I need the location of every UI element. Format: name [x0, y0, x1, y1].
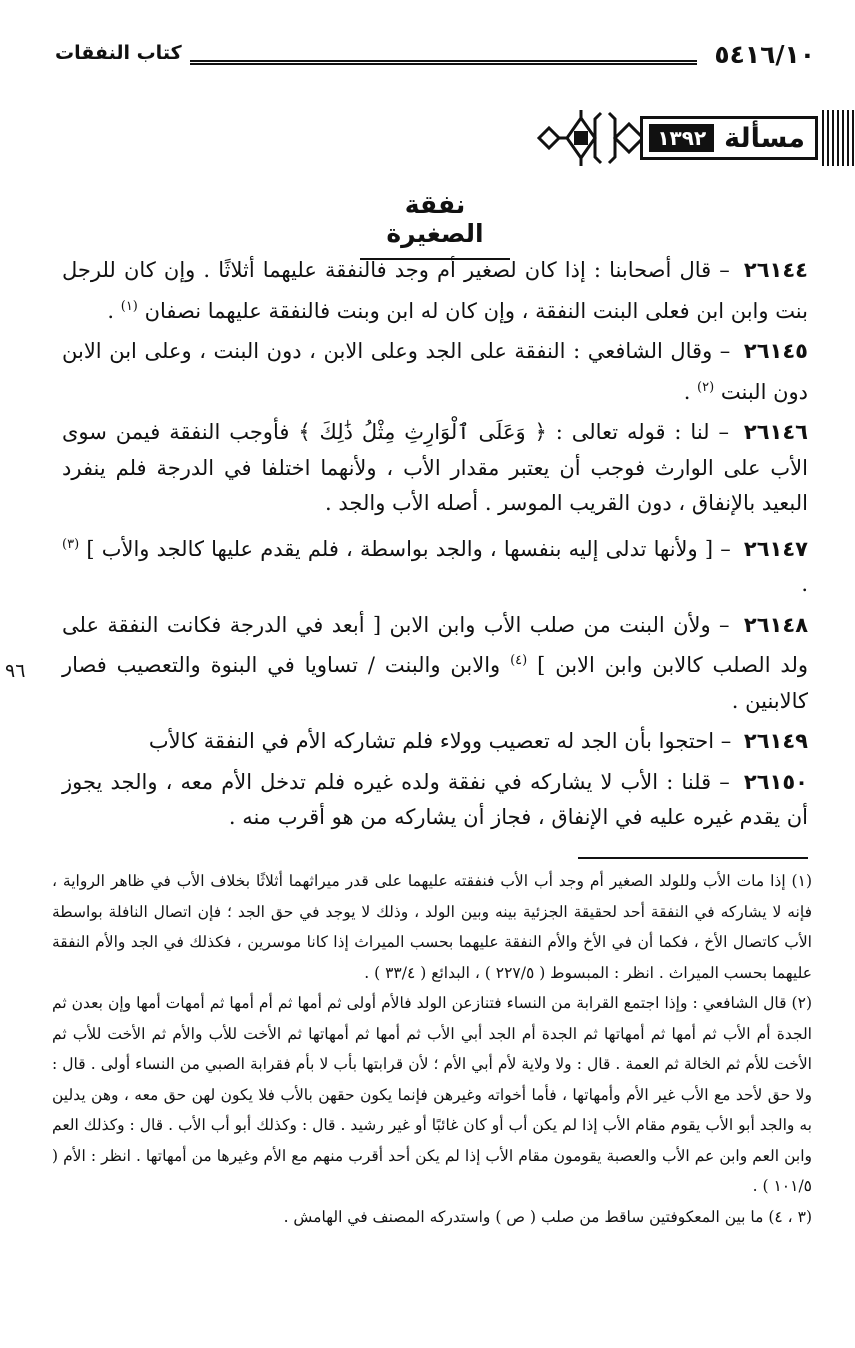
issue-banner [535, 107, 855, 169]
ornament-icon [535, 107, 643, 169]
paragraph [62, 415, 808, 522]
footnote: (١) إذا مات الأب وللولد الصغير أم وجد أب الأب فنفقته عليهما على قدر ميراثهما أثلاثًا بخلاف الأب في ظاهر الرواية ، فإنه لا يشاركه في النفقة أحد لحقيقة الجزئية بينه وبين الولد ، وذلك لا يوجد في حق الجد ؛ فإن اتصال النافلة بواسطة الأب كاتصال الأخ ، فكما أن في الأخ والأم النفقة عليهما بحسب الميراث إذا كانا موسرين ، فكذلك في الجد والأم النفقة عليهما بحسب الميراث . انظر : المبسوط ( ٢٢٧/٥ ) ، البدائع ( ٣٣/٤ ) . [52, 872, 812, 982]
paragraph-text: – قلنا : الأب لا يشاركه في نفقة ولده غيره فلم تدخل الأم معه ، والجد يجوز أن يقدم غيره عليه في الإنفاق ، فجاز أن يشاركه من هو أقرب منه . [62, 769, 808, 829]
footnote-rule [578, 857, 808, 859]
issue-label-box [640, 116, 818, 160]
footnote-ref: (٣) [62, 536, 80, 552]
quran-verse: ﴿ وَعَلَى ٱلْوَارِثِ مِثْلُ ذَٰلِكَ ﴾ [298, 420, 547, 444]
footnote-ref: (١) [120, 298, 138, 314]
margin-page-ref: ٩٦ [5, 660, 26, 682]
paragraph-number: ٢٦١٤٤ [743, 258, 808, 282]
footnote-ref: (٢) [697, 379, 715, 395]
paragraph [62, 765, 808, 836]
paragraph-text: – احتجوا بأن الجد له تعصيب وولاء فلم تشاركه الأم في النفقة كالأب [148, 729, 732, 753]
paragraph-end: . [683, 379, 698, 404]
paragraph-text: – ولأن البنت من صلب الأب وابن الابن [ أبعد في الدرجة فكانت النفقة على ولد الصلب كالابن وابن الابن ] [62, 612, 808, 677]
issue-number: ١٣٩٢ [649, 124, 714, 152]
main-text [62, 253, 808, 841]
paragraph-number: ٢٦١٤٨ [743, 612, 809, 637]
paragraph [62, 527, 808, 603]
paragraph-text: – وقال الشافعي : النفقة على الجد وعلى الابن ، دون البنت ، وعلى ابن الابن دون البنت [62, 339, 808, 404]
paragraph-text: – لنا : قوله تعالى : [546, 420, 729, 444]
footnote: (٣ ، ٤) ما بين المعكوفتين ساقط من صلب ( ص ) واستدركه المصنف في الهامش . [283, 1207, 812, 1226]
paragraph-text-cont: فأوجب النفقة فيمن سوى الأب على الوارث فوجب أن يعتبر مقدار الأب ، ولأنهما اختلفا في الدرجة فلم ينفرد البعيد بالإنفاق ، دون القريب الموسر . أصله الأب والجد . [62, 420, 808, 515]
section-title: نفقة الصغيرة [360, 190, 510, 260]
paragraph-text-cont: والابن والبنت / تساويا في البنوة والتعصيب فصار كالابنين . [62, 653, 808, 713]
issue-label: مسألة [724, 122, 805, 154]
header-rule [190, 60, 697, 65]
paragraph [62, 608, 808, 720]
paragraph-end: . [801, 572, 808, 596]
footnotes [52, 866, 812, 1232]
paragraph [62, 253, 808, 329]
paragraph [62, 724, 808, 760]
paragraph-end: . [107, 298, 121, 323]
paragraph-number: ٢٦١٤٥ [743, 339, 808, 363]
page-reference: ٥٤١٦/١٠ [714, 40, 815, 69]
running-head [55, 38, 815, 82]
book-section-title: كتاب النفقات [55, 42, 182, 64]
paragraph-text: – [ ولأنها تدلى إليه بنفسها ، والجد بواسطة ، فلم يقدم عليها كالجد والأب ] [86, 536, 731, 561]
paragraph-number: ٢٦١٤٩ [743, 729, 808, 753]
footnote: (٢) قال الشافعي : وإذا اجتمع القرابة من النساء فتنازعن الولد فالأم أولى ثم أمها ثم أم أمها ثم أمهات أمها وإن بعدن ثم الجدة أم الأب ثم أمها ثم أمهاتها ثم الجدة أم الجد أبي الأب ثم أمها ثم أمهاتها ثم الأخت للأب والأم ثم الأخت للأب ثم الأخت للأم ثم الخالة ثم العمة . قال : ولا ولاية لأم أبي الأم ؛ لأن قرابتها بأب لا بأم فقرابة الصبي من النساء أولى . قال : ولا حق لأحد مع الأب غير الأم وأمهاتها ، فأما أخواته وغيرهن فإنما يكون حقهن بالأب فلا يكون لهن حق معه ، وهن يدلين به والجد أبو الأب يقوم مقام الأب إذا لم يكن أب أو كان غائبًا أو غير رشيد . قال : وكذلك أبو أب الأب . قال : وكذلك العم وابن العم وابن عم الأب والعصبة يقومون مقام الأب إذا لم يكن أحد أقرب منهم مع الأم وغيرها من أمهاتها . انظر : الأم ( ١٠١/٥ ) . [52, 994, 812, 1195]
paragraph [62, 334, 808, 410]
footnote-ref: (٤) [510, 653, 528, 668]
banner-bars [822, 110, 854, 166]
paragraph-number: ٢٦١٤٦ [743, 420, 808, 444]
paragraph-text: – قال أصحابنا : إذا كان لصغير أم وجد فالنفقة عليهما أثلاثًا . وإن كان للرجل بنت وابن ابن فعلى البنت النفقة ، وإن كان له ابن وبنت فالنفقة عليهما نصفان [62, 258, 808, 323]
paragraph-number: ٢٦١٥٠ [743, 769, 808, 794]
paragraph-number: ٢٦١٤٧ [743, 536, 808, 561]
